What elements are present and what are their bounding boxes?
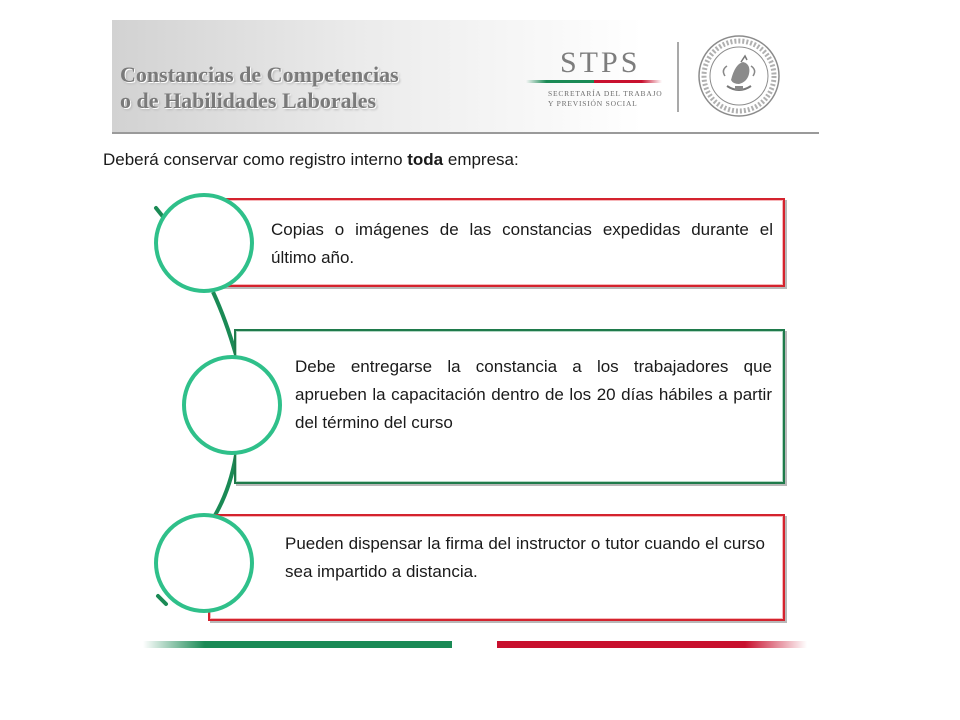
footer-red-bar: [497, 641, 807, 648]
item-box-2: [234, 329, 785, 484]
stps-logo-name: STPS: [560, 46, 641, 79]
footer-green-bar: [143, 641, 452, 648]
timeline-circle-2: [182, 355, 282, 455]
intro-after: empresa:: [443, 150, 519, 169]
stps-logo-subtitle-1: SECRETARÍA DEL TRABAJO: [548, 89, 663, 98]
stps-logo-subtitle-2: Y PREVISIÓN SOCIAL: [548, 99, 638, 108]
intro-bold: toda: [407, 150, 444, 169]
item-text-1: Copias o imágenes de las constancias expedidas durante el último año.: [271, 220, 773, 267]
item-text-3: Pueden dispensar la firma del instructor o tutor cuando el curso sea impartido a distancia.: [285, 534, 765, 581]
item-box-3: [208, 514, 785, 621]
item-box-1: [212, 198, 785, 287]
timeline-circle-3: [154, 513, 254, 613]
item-text-2: Debe entregarse la constancia a los trabajadores que aprueben la capacitación dentro de los 20 días hábiles a partir del término del curso: [295, 357, 772, 432]
title-line-1: Constancias de Competencias: [120, 62, 399, 87]
title-line-2: o de Habilidades Laborales: [120, 88, 377, 113]
timeline-circle-1: [154, 193, 254, 293]
intro-before: Deberá conservar como registro interno: [103, 150, 408, 169]
